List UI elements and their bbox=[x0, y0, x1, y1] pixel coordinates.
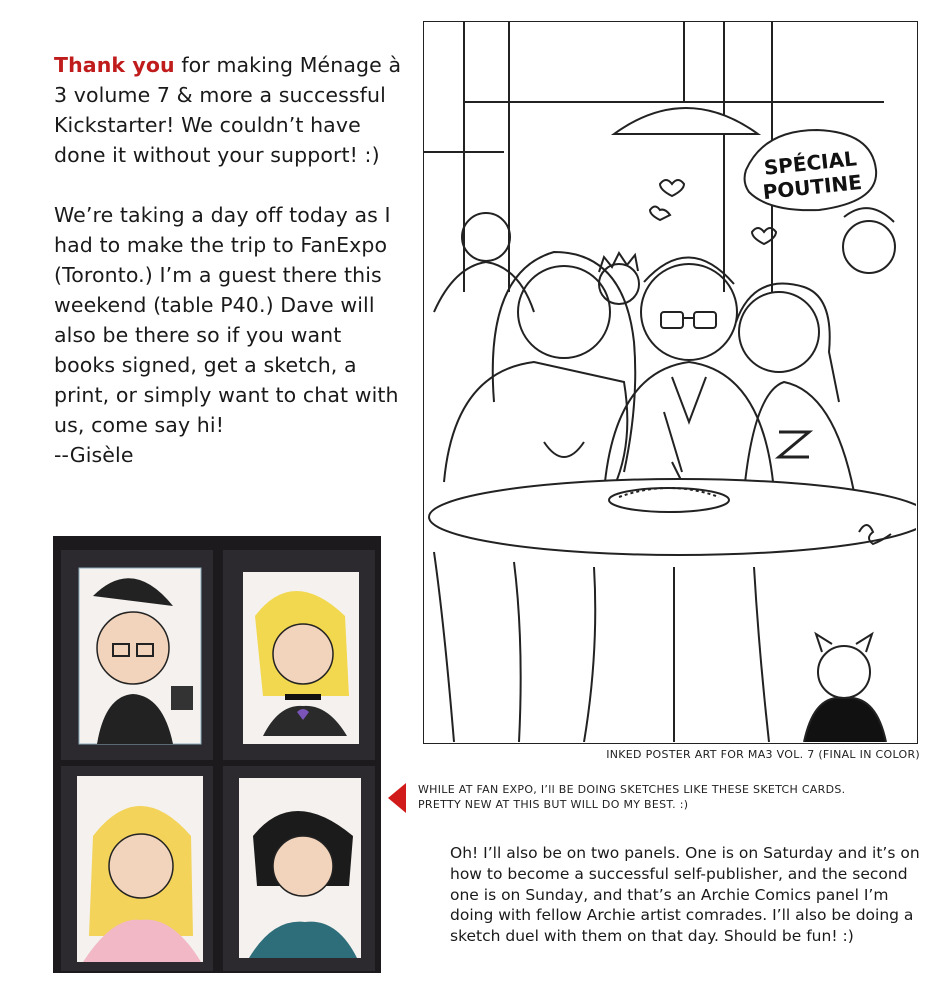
poster-illustration bbox=[424, 22, 916, 742]
speech-bubble-line1: SPÉCIAL bbox=[762, 146, 858, 180]
panels-paragraph: Oh! I’ll also be on two panels. One is on Saturday and it’s on how to become a successful self-publisher, and the second one is on Sunday, and that’s an Archie Comics panel I’m doing with fellow Archie artist comrades. I’ll also be doing a sketch duel with them on that day. Should be fun! :) bbox=[450, 844, 920, 946]
thanks-rest: for making Ménage à 3 volume 7 & more a successful Kickstarter! We couldn’t have done it without your support! :) bbox=[54, 53, 402, 167]
fanexpo-text: We’re taking a day off today as I had to make the trip to FanExpo (Toronto.) I’m a guest there this weekend (table P40.) Dave will also be there so if you want books signed, get a sketch, a print, or simply want to chat with us, come say hi! bbox=[54, 203, 399, 437]
poster-caption: INKED POSTER ART FOR MA3 VOL. 7 (FINAL IN COLOR) bbox=[606, 748, 920, 761]
sketch-note-line2: PRETTY NEW AT THIS BUT WILL DO MY BEST. :) bbox=[418, 798, 689, 811]
sketch-note-line1: WHILE AT FAN EXPO, I’ll BE DOING SKETCHES LIKE THESE SKETCH CARDS. bbox=[418, 783, 846, 796]
thank-you-highlight: Thank you bbox=[54, 53, 175, 77]
sketch-note-text bbox=[418, 782, 858, 812]
red-pointer-arrow-icon bbox=[388, 783, 406, 813]
intro-text-block bbox=[54, 50, 404, 500]
fanexpo-paragraph bbox=[54, 200, 404, 470]
speech-bubble-line2: POUTINE bbox=[761, 169, 863, 205]
sketch-card-blonde-girl bbox=[77, 776, 203, 962]
sketch-card-dark-hair-girl bbox=[239, 778, 361, 958]
sketch-cards-binder bbox=[53, 536, 381, 973]
signature: --Gisèle bbox=[54, 443, 134, 467]
sketch-card-blonde-punk bbox=[243, 572, 359, 744]
sketch-cards-photo bbox=[53, 536, 381, 973]
thanks-paragraph bbox=[54, 50, 404, 170]
inked-poster-art bbox=[423, 21, 918, 744]
sketch-card-guy bbox=[79, 568, 201, 744]
